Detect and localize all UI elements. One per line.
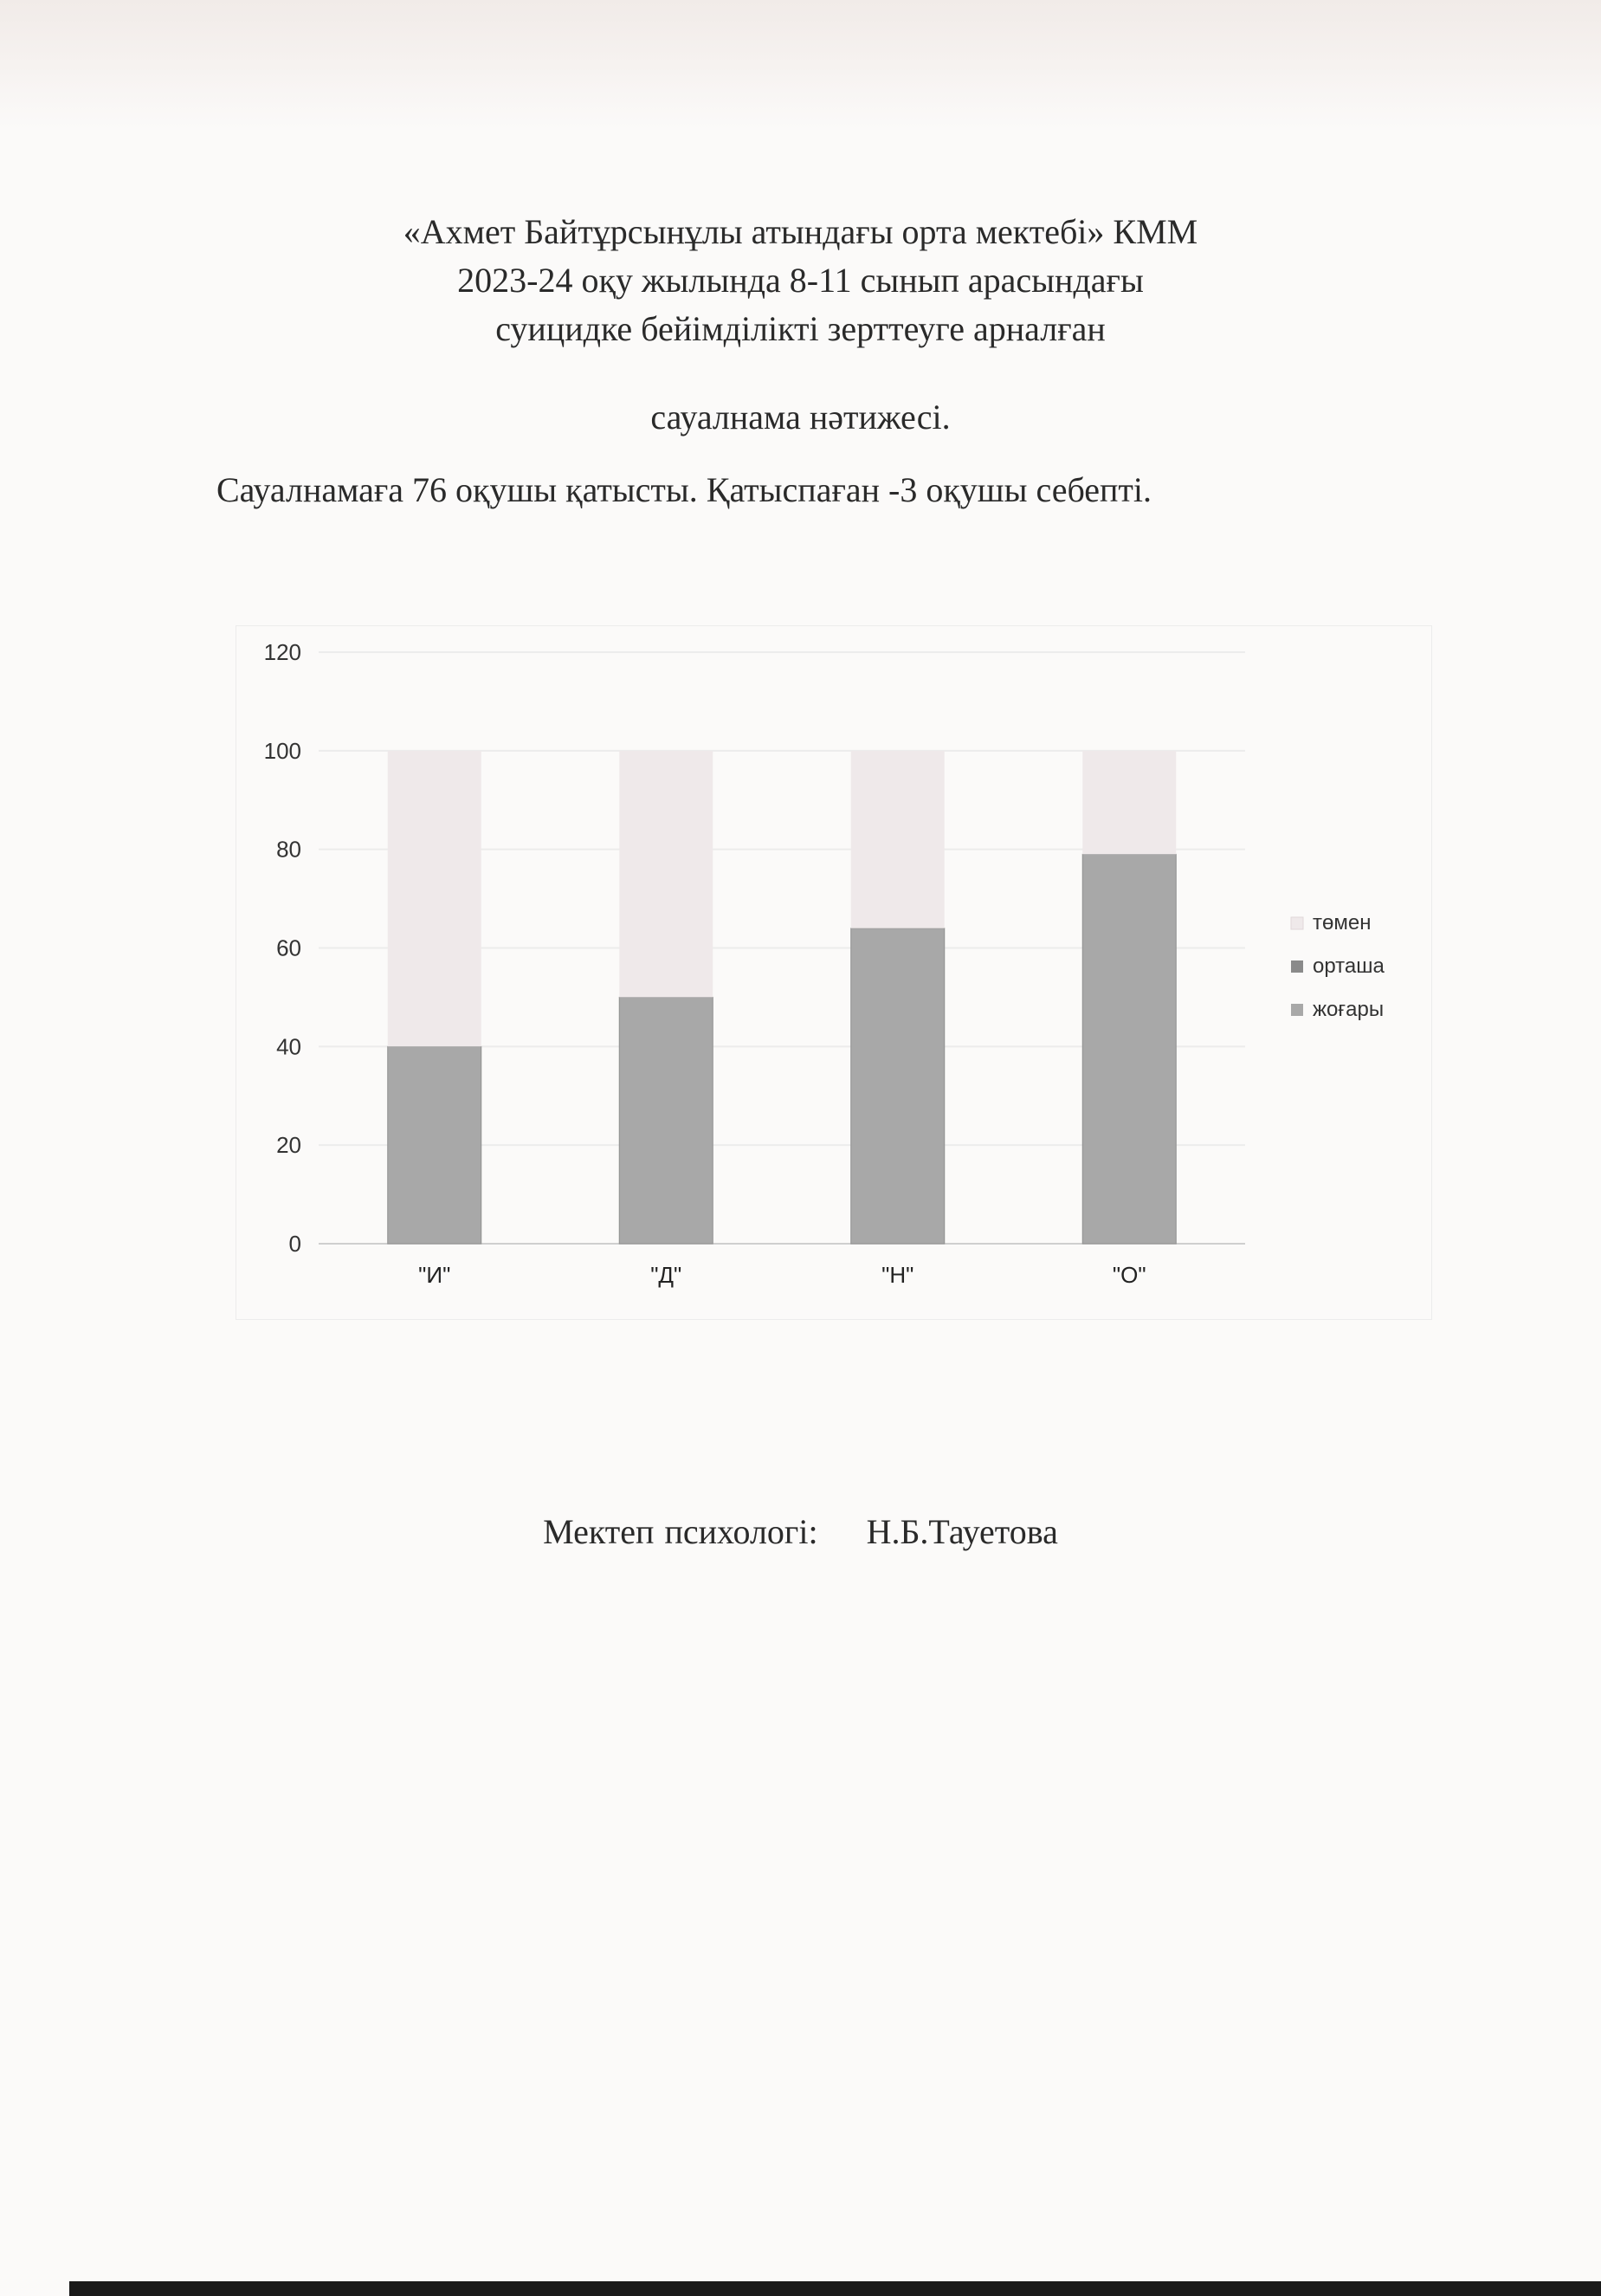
y-tick-label: 20 [276, 1132, 301, 1159]
legend-swatch [1291, 1004, 1303, 1016]
x-tick-label: "О" [1112, 1262, 1146, 1288]
y-tick-label: 60 [276, 935, 301, 961]
bar-жоғары [1082, 854, 1176, 1244]
x-tick-label: "Н" [881, 1262, 914, 1288]
bar-жоғары [619, 997, 713, 1244]
legend-label: төмен [1313, 911, 1372, 935]
y-tick-label: 40 [276, 1033, 301, 1060]
signature-name: Н.Б.Тауетова [866, 1512, 1058, 1551]
header-line-1: «Ахмет Байтұрсынұлы атындағы орта мектебі» КММ [403, 212, 1198, 251]
signature-line [0, 1511, 1601, 1552]
scan-bottom-edge [69, 2281, 1601, 2296]
header-line-2: 2023-24 оқу жылында 8-11 сынып арасындағы [457, 261, 1144, 300]
bar-төмен [1082, 751, 1176, 855]
bar-төмен [851, 751, 945, 928]
header-line-4: сауалнама нәтижесі. [650, 398, 951, 437]
legend-label: жоғары [1313, 998, 1385, 1021]
participation-text: Сауалнамаға 76 оқушы қатысты. Қатыспаған -3 оқушы себепті. [216, 470, 1152, 509]
y-tick-label: 120 [263, 639, 301, 665]
bar-жоғары [388, 1046, 481, 1244]
bar-chart [236, 626, 1431, 1319]
x-tick-label: "И" [418, 1262, 451, 1288]
scan-top-noise [0, 0, 1601, 130]
x-tick-label: "Д" [650, 1262, 682, 1288]
header-line-3: суицидке бейімділікті зерттеуге арналған [495, 309, 1106, 348]
y-tick-label: 0 [288, 1231, 301, 1257]
y-tick-label: 100 [263, 737, 301, 764]
bar-төмен [388, 751, 481, 1046]
document-header [0, 208, 1601, 353]
y-tick-label: 80 [276, 836, 301, 863]
signature-role: Мектеп психологі: [543, 1512, 818, 1551]
legend-swatch [1291, 917, 1303, 929]
bar-төмен [619, 751, 713, 998]
legend-swatch [1291, 960, 1303, 973]
bar-жоғары [851, 928, 945, 1244]
legend-label: орташа [1313, 954, 1385, 978]
chart-frame [236, 625, 1432, 1320]
